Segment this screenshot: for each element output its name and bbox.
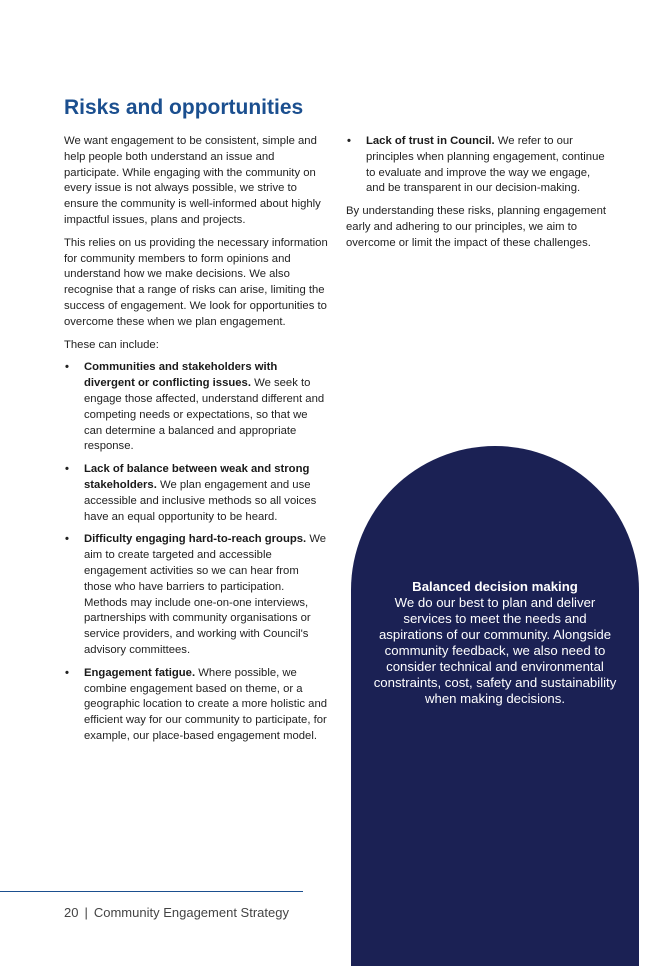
list-item-text: We seek to engage those affected, understand different and competing needs or expectations, so that we can determine a balanced and appropriate response. [84, 377, 325, 453]
list-intro: These can include: [64, 338, 159, 351]
page-footer [64, 905, 289, 920]
risks-paragraph: This relies on us providing the necessary information for community members to form opinions and understand how we make decisions. We also recognise that a range of risks can arise, limiting the success of engagement. We look for opportunities to overcome these when we plan engagement. [64, 236, 328, 328]
right-column [346, 134, 610, 259]
conclusion-paragraph: By understanding these risks, planning engagement early and adhering to our principles, we aim to overcome or limit the impact of these challenges. [346, 205, 606, 249]
bullet-icon: • [347, 135, 351, 147]
bullet-icon: • [65, 463, 69, 476]
list-item-title: Engagement fatigue. [84, 666, 196, 679]
document-title: Community Engagement Strategy [93, 905, 289, 920]
list-item-title: Lack of trust in Council. [366, 135, 495, 147]
page-title: Risks and opportunities [64, 96, 304, 119]
risk-list-continued [346, 134, 610, 197]
left-column [64, 134, 328, 752]
callout-box [373, 579, 617, 707]
footer-separator: | [84, 905, 88, 920]
list-item [65, 666, 328, 745]
list-item-text: Where possible, we combine engagement based on theme, or a geographic location to create a more holistic and efficient way for our community to participate, for example, our place-based engagement model. [84, 666, 328, 742]
page-number: 20 [64, 905, 79, 920]
list-item-title: Difficulty engaging hard-to-reach groups. [84, 533, 307, 546]
list-item-text: We aim to create targeted and accessible engagement activities so we can hear from those who have barriers to participation. Methods may include one-on-one interviews, partnerships with community organisations or service providers, and working with Council's advisory committees. [84, 533, 327, 656]
bullet-icon: • [65, 361, 69, 374]
intro-paragraph: We want engagement to be consistent, simple and help people both understand an issue and participate. While engaging with the community on every issue is not always possible, we strive to ensure the community is well-informed about highly impactful issues, plans and projects. [64, 135, 321, 226]
callout-body: We do our best to plan and deliver services to meet the needs and aspirations of our community. Alongside community feedback, we also need to consider technical and environmental constraints, cost, safety and sustainability when making decisions. [373, 595, 617, 706]
list-item [347, 134, 610, 197]
bullet-icon: • [65, 533, 69, 546]
list-item-text: We plan engagement and use accessible and inclusive methods so all voices have an equal opportunity to be heard. [84, 478, 317, 523]
list-item-title: Communities and stakeholders with divergent or conflicting issues. [84, 361, 278, 390]
list-item [65, 360, 328, 455]
bullet-icon: • [65, 666, 69, 679]
list-item [65, 462, 328, 525]
list-item-title: Lack of balance between weak and strong stakeholders. [84, 463, 310, 491]
risk-list [64, 360, 328, 744]
list-item-text: We refer to our principles when planning engagement, continue to evaluate and improve the way we engage, and be transparent in our decision-making. [366, 135, 605, 195]
footer-divider [0, 891, 303, 892]
list-item [65, 532, 328, 658]
callout-title: Balanced decision making [412, 579, 578, 594]
